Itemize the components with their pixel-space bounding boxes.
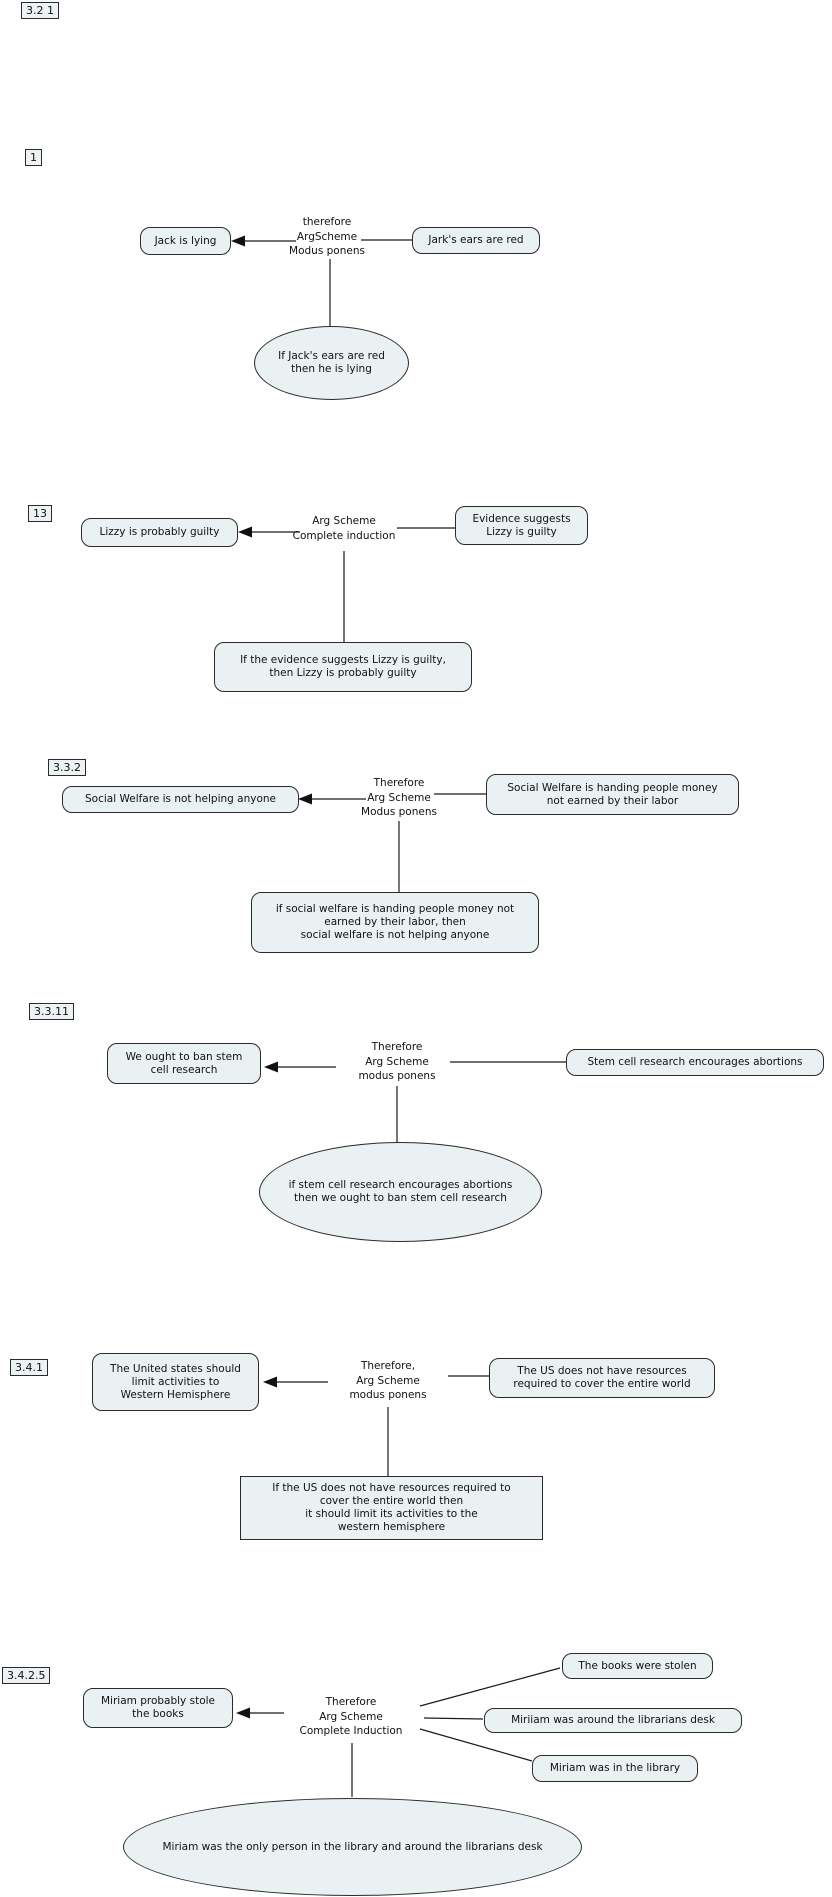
conclusion-node[interactable]: We ought to ban stem cell research [107, 1043, 261, 1084]
argument-scheme-label[interactable]: Arg Scheme Complete induction [292, 515, 396, 542]
warrant-ellipse[interactable]: Miriam was the only person in the library and around the librarians desk [123, 1798, 582, 1896]
warrant-node[interactable]: If the evidence suggests Lizzy is guilty, then Lizzy is probably guilty [214, 642, 472, 692]
premise-node[interactable]: Jark's ears are red [412, 227, 540, 254]
conclusion-node[interactable]: The United states should limit activities to Western Hemisphere [92, 1353, 259, 1411]
premise-node[interactable]: Miriiam was around the librarians desk [484, 1708, 742, 1733]
premise-node[interactable]: Miriam was in the library [532, 1755, 698, 1782]
premise-node[interactable]: The US does not have resources required to cover the entire world [489, 1358, 715, 1398]
warrant-ellipse[interactable]: If Jack's ears are red then he is lying [254, 326, 409, 400]
conclusion-node[interactable]: Lizzy is probably guilty [81, 518, 238, 547]
section-label-3-4-1[interactable]: 3.4.1 [10, 1359, 48, 1376]
conclusion-node[interactable]: Miriam probably stole the books [83, 1688, 233, 1728]
argument-scheme-label[interactable]: Therefore, Arg Scheme modus ponens [349, 1360, 427, 1401]
argument-scheme-label[interactable]: Therefore Arg Scheme Complete Induction [299, 1696, 403, 1737]
section-label-3-3-2[interactable]: 3.3.2 [48, 759, 86, 776]
section-label-1[interactable]: 1 [25, 149, 42, 166]
argument-scheme-label[interactable]: Therefore Arg Scheme modus ponens [358, 1041, 436, 1082]
warrant-node[interactable]: If the US does not have resources required to cover the entire world then it should limit its activities to the western hemisphere [240, 1476, 543, 1540]
warrant-ellipse[interactable]: if stem cell research encourages abortions then we ought to ban stem cell research [259, 1142, 542, 1242]
section-label-3-3-11[interactable]: 3.3.11 [29, 1003, 74, 1020]
argument-scheme-label[interactable]: therefore ArgScheme Modus ponens [289, 216, 365, 257]
section-label-3-2-1[interactable]: 3.2 1 [21, 2, 59, 19]
argument-scheme-label[interactable]: Therefore Arg Scheme Modus ponens [361, 777, 437, 818]
warrant-node[interactable]: if social welfare is handing people money not earned by their labor, then social welfare is not helping anyone [251, 892, 539, 953]
premise-node[interactable]: Stem cell research encourages abortions [566, 1049, 824, 1076]
section-label-3-4-2-5[interactable]: 3.4.2.5 [2, 1667, 50, 1684]
premise-node[interactable]: Evidence suggests Lizzy is guilty [455, 506, 588, 545]
premise-node[interactable]: Social Welfare is handing people money not earned by their labor [486, 774, 739, 815]
conclusion-node[interactable]: Social Welfare is not helping anyone [62, 786, 299, 813]
section-label-13[interactable]: 13 [28, 505, 52, 522]
conclusion-node[interactable]: Jack is lying [140, 227, 231, 255]
premise-node[interactable]: The books were stolen [562, 1653, 713, 1679]
